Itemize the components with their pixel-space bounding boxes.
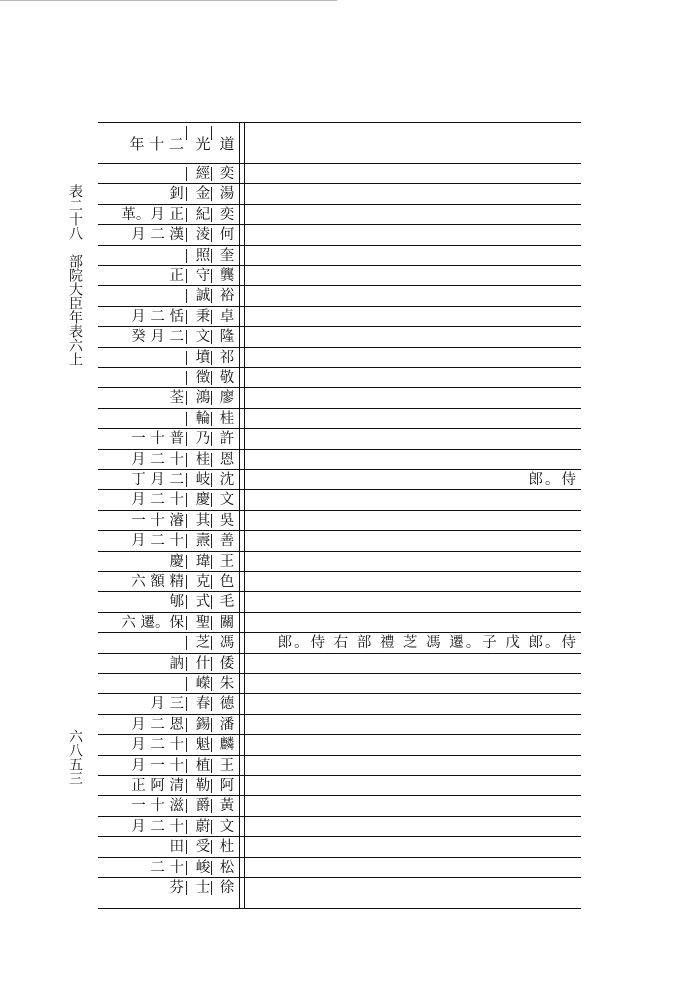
cell-left: 月 二 十: [131, 533, 184, 550]
table-row: [98, 816, 581, 837]
table-row: [98, 632, 581, 653]
cell-name: 色: [219, 574, 235, 590]
cell-mid: 秉: [195, 308, 211, 325]
cell-divider: [186, 269, 187, 283]
cell-divider: [186, 718, 187, 732]
cell-divider: [211, 514, 212, 528]
cell-name: 裕: [219, 288, 235, 305]
cell-divider: [211, 779, 212, 793]
cell-name: 黃: [219, 798, 235, 815]
table-row: [98, 122, 581, 164]
cell-name: 毛: [219, 594, 235, 611]
cell-mid: 芝: [195, 635, 211, 652]
table-row: [98, 204, 581, 225]
cell-divider: [211, 861, 212, 875]
table-row: [98, 367, 581, 388]
cell-divider: [186, 779, 187, 793]
table-row: [98, 510, 581, 531]
cell-mid: 輪: [195, 410, 211, 427]
cell-left: [100, 164, 184, 184]
cell-name: 卓: [219, 308, 235, 325]
cell-left: 月 二 恩: [131, 716, 184, 733]
cell-left: 二 十: [150, 859, 184, 876]
cell-name: 奎: [219, 247, 235, 264]
cell-divider: [211, 636, 212, 650]
cell-mid: 徵: [195, 370, 211, 386]
cell-name: 敬: [219, 370, 235, 386]
table-row: [98, 408, 581, 429]
cell-divider: [186, 514, 187, 528]
cell-divider: [211, 249, 212, 263]
cell-mid: 守: [195, 268, 211, 284]
cell-mid: 鴻: [195, 390, 211, 407]
table-row: [98, 693, 581, 714]
cell-left: [100, 674, 184, 694]
cell-divider: [211, 473, 212, 487]
cell-mid: 金: [195, 186, 211, 203]
table-row: [98, 857, 581, 878]
cell-left: 月 二 十: [131, 737, 184, 754]
table-row: [98, 653, 581, 674]
cell-left: 年 十 二: [129, 135, 184, 153]
cell-left: [100, 246, 184, 266]
cell-left: 月 一 十: [131, 757, 184, 774]
cell-divider: [186, 636, 187, 650]
cell-divider: [211, 738, 212, 752]
cell-mid: 錫: [195, 716, 211, 733]
cell-mid: 岐: [195, 472, 211, 488]
table-row: [98, 775, 581, 796]
cell-name: 德: [219, 696, 235, 713]
table-row: [98, 285, 581, 306]
cell-left: 釗: [169, 186, 184, 203]
cell-divider: [186, 738, 187, 752]
cell-name: 湯: [219, 186, 235, 203]
cell-name: 善: [219, 533, 235, 550]
cell-mid: 經: [195, 166, 211, 182]
table-row: [98, 714, 581, 735]
cell-divider: [211, 371, 212, 385]
table-row: [98, 449, 581, 470]
cell-divider: [186, 820, 187, 834]
cell-name: 馮: [219, 635, 235, 652]
cell-left: 六 遷。保: [121, 614, 184, 631]
cell-divider: [186, 412, 187, 426]
cell-name: 松: [219, 859, 235, 876]
cell-divider: [186, 616, 187, 630]
cell-left: [100, 286, 184, 306]
cell-divider: [186, 840, 187, 854]
cell-mid: 乃: [195, 431, 211, 448]
cell-divider: [211, 187, 212, 201]
cell-divider: [211, 330, 212, 344]
cell-mid: 爵: [195, 798, 211, 815]
cell-mid: 其: [195, 512, 211, 529]
cell-divider: [211, 126, 212, 140]
table-row: [98, 245, 581, 266]
table-row: [98, 489, 581, 510]
cell-divider: [211, 228, 212, 242]
cell-divider: [211, 269, 212, 283]
cell-left: 月 二 恬: [131, 308, 184, 325]
cell-divider: [186, 330, 187, 344]
cell-left: [100, 368, 184, 388]
cell-left: 月 二 漢: [131, 227, 184, 244]
cell-name: 祁: [219, 349, 235, 366]
cell-name: 恩: [219, 451, 235, 468]
cell-mid: 受: [195, 839, 211, 856]
table-row: [98, 469, 581, 490]
table-row: [98, 183, 581, 204]
cell-name: 關: [219, 614, 235, 631]
yearly-table: [98, 122, 581, 909]
cell-mid: 誠: [195, 288, 211, 305]
cell-divider: [186, 473, 187, 487]
cell-mid: 植: [195, 757, 211, 774]
cell-divider: [186, 208, 187, 222]
cell-divider: [211, 493, 212, 507]
cell-divider: [186, 453, 187, 467]
cell-mid: 照: [195, 247, 211, 264]
cell-left: 一 十 滋: [131, 798, 184, 815]
cell-mid: 士: [195, 880, 211, 896]
table-row: [98, 265, 581, 286]
cell-left: 月 三: [150, 696, 184, 713]
cell-divider: [186, 310, 187, 324]
cell-name: 朱: [219, 676, 235, 692]
cell-mid: 慶: [195, 492, 211, 509]
cell-divider: [211, 208, 212, 222]
table-row: [98, 591, 581, 612]
cell-mid: 嶸: [195, 676, 211, 692]
cell-left: 郇: [169, 594, 184, 611]
cell-note: 郎。侍 右 部 禮 芝 馮 遷。子 戊 郎。侍: [277, 635, 578, 652]
cell-name: 麟: [219, 737, 235, 754]
page-number: 六八五三: [67, 729, 83, 785]
cell-name: 許: [219, 431, 235, 448]
cell-name: 徐: [219, 880, 235, 896]
cell-left: 慶: [169, 553, 184, 570]
cell-divider: [186, 534, 187, 548]
cell-divider: [186, 228, 187, 242]
cell-left: 訥: [169, 655, 184, 672]
cell-divider: [211, 167, 212, 181]
cell-name: 杜: [219, 839, 235, 856]
cell-divider: [211, 453, 212, 467]
cell-left: 六 額 精: [131, 574, 184, 590]
cell-left: 一 十 普: [131, 431, 184, 448]
cell-left: [100, 348, 184, 368]
cell-divider: [211, 432, 212, 446]
table-row: [98, 530, 581, 551]
cell-mid: 春: [195, 696, 211, 713]
cell-divider: [211, 595, 212, 609]
cell-mid: 文: [195, 329, 211, 346]
table-row: [98, 306, 581, 327]
cell-name: 何: [219, 227, 235, 244]
cell-mid: 峻: [195, 859, 211, 876]
cell-divider: [186, 575, 187, 589]
cell-name: 奕: [219, 166, 235, 182]
cell-name: 廖: [219, 390, 235, 407]
cell-mid: 光: [195, 135, 211, 153]
cell-mid: 勒: [195, 778, 211, 794]
table-row: [98, 571, 581, 592]
cell-divider: [211, 555, 212, 569]
cell-name: 桂: [219, 410, 235, 427]
cell-left: 月 二 十: [131, 451, 184, 468]
cell-divider: [211, 799, 212, 813]
cell-name: 王: [219, 757, 235, 774]
table-row: [98, 734, 581, 755]
margin-title: 表二十八 部院大臣年表六上: [67, 184, 83, 366]
cell-divider: [186, 759, 187, 773]
scan-edge-line: [0, 0, 337, 1]
cell-divider: [186, 595, 187, 609]
cell-divider: [211, 616, 212, 630]
cell-left: 丁 月 二: [131, 472, 184, 488]
cell-name: 潘: [219, 716, 235, 733]
cell-divider: [186, 493, 187, 507]
cell-divider: [186, 351, 187, 365]
cell-name: 倭: [219, 655, 235, 672]
cell-mid: 式: [195, 594, 211, 611]
cell-mid: 克: [195, 574, 211, 590]
table-row: [98, 551, 581, 572]
cell-left: 月 二 十: [131, 818, 184, 835]
cell-name: 吳: [219, 512, 235, 529]
cell-name: 道: [219, 135, 235, 153]
table-row: [98, 795, 581, 816]
cell-left: 革。月 正: [121, 206, 184, 223]
cell-divider: [186, 657, 187, 671]
cell-name: 沈: [219, 472, 235, 488]
cell-divider: [186, 167, 187, 181]
table-bottom-line: [98, 908, 581, 909]
cell-divider: [211, 820, 212, 834]
table-row: [98, 612, 581, 633]
cell-left: 月 二 十: [131, 492, 184, 509]
table-row: [98, 877, 581, 898]
cell-name: 文: [219, 492, 235, 509]
cell-divider: [211, 310, 212, 324]
table-row: [98, 326, 581, 347]
cell-divider: [186, 432, 187, 446]
cell-left: 田: [169, 839, 184, 856]
cell-divider: [186, 799, 187, 813]
cell-note: 郎。侍: [528, 472, 578, 488]
cell-mid: 瑋: [195, 553, 211, 570]
cell-divider: [211, 391, 212, 405]
cell-left: 癸 月 二: [131, 329, 184, 346]
cell-divider: [186, 126, 187, 140]
cell-left: 一 十 濬: [131, 512, 184, 529]
cell-divider: [211, 351, 212, 365]
cell-divider: [211, 657, 212, 671]
cell-mid: 墳: [195, 349, 211, 366]
cell-divider: [186, 371, 187, 385]
cell-left: [100, 633, 184, 653]
cell-left: 芬: [169, 880, 184, 896]
cell-divider: [211, 840, 212, 854]
cell-name: 龔: [219, 268, 235, 284]
cell-name: 阿: [219, 778, 235, 794]
cell-left: 正 阿 清: [131, 778, 184, 794]
cell-divider: [211, 697, 212, 711]
cell-divider: [211, 289, 212, 303]
cell-left: [100, 409, 184, 429]
cell-divider: [186, 881, 187, 895]
cell-divider: [211, 881, 212, 895]
cell-name: 文: [219, 818, 235, 835]
table-row: [98, 673, 581, 694]
cell-divider: [186, 391, 187, 405]
cell-mid: 聖: [195, 614, 211, 631]
cell-divider: [211, 534, 212, 548]
cell-divider: [186, 861, 187, 875]
table-row: [98, 836, 581, 857]
cell-mid: 蔚: [195, 818, 211, 835]
cell-divider: [211, 677, 212, 691]
cell-divider: [186, 677, 187, 691]
cell-mid: 什: [195, 655, 211, 672]
table-row: [98, 163, 581, 184]
cell-divider: [186, 187, 187, 201]
cell-left: 正: [169, 268, 184, 284]
cell-mid: 魁: [195, 737, 211, 754]
cell-divider: [186, 555, 187, 569]
table-row: [98, 224, 581, 245]
cell-divider: [211, 759, 212, 773]
cell-name: 奕: [219, 206, 235, 223]
cell-mid: 淩: [195, 227, 211, 244]
cell-divider: [186, 249, 187, 263]
cell-left: 荃: [169, 390, 184, 407]
table-row: [98, 387, 581, 408]
cell-name: 王: [219, 553, 235, 570]
cell-mid: 燾: [195, 533, 211, 550]
cell-divider: [186, 697, 187, 711]
cell-divider: [186, 289, 187, 303]
cell-mid: 紀: [195, 206, 211, 223]
table-row: [98, 347, 581, 368]
table-row: [98, 755, 581, 776]
cell-divider: [211, 718, 212, 732]
cell-name: 隆: [219, 329, 235, 346]
table-row: [98, 428, 581, 449]
cell-divider: [211, 575, 212, 589]
cell-mid: 桂: [195, 451, 211, 468]
cell-divider: [211, 412, 212, 426]
